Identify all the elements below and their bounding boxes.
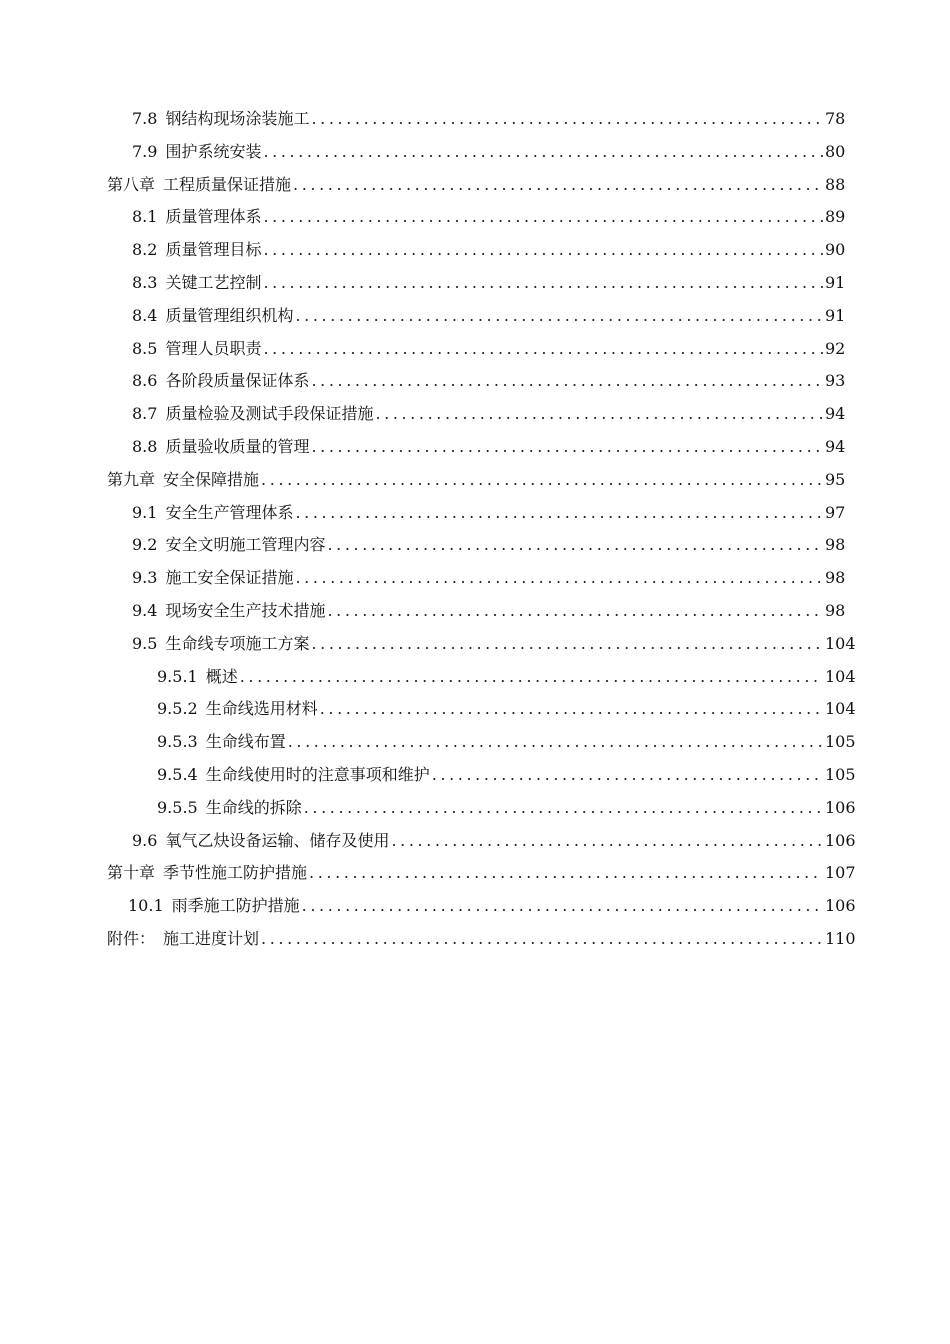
toc-entry-page: 88 <box>825 174 846 194</box>
toc-entry-page: 95 <box>825 469 846 489</box>
toc-entry-title: 各阶段质量保证体系 <box>165 371 310 391</box>
toc-leader-dots <box>320 698 823 720</box>
toc-entry-number: 第九章 <box>107 469 156 489</box>
toc-leader-dots <box>327 600 823 622</box>
toc-leader-dots <box>295 305 823 327</box>
toc-entry[interactable] <box>0 430 950 463</box>
toc-entry[interactable] <box>0 528 950 561</box>
toc-entry-number: 9.5 <box>132 633 158 653</box>
toc-leader-dots <box>263 141 823 163</box>
toc-leader-dots <box>375 403 823 425</box>
toc-entry-number: 9.3 <box>132 568 158 588</box>
toc-entry-page: 94 <box>825 436 846 456</box>
toc-leader-dots <box>261 928 823 950</box>
toc-leader-dots <box>263 239 823 261</box>
toc-entry[interactable] <box>0 200 950 233</box>
toc-entry-number: 9.1 <box>132 502 158 522</box>
toc-leader-dots <box>304 797 823 819</box>
toc-entry-page: 105 <box>825 764 856 784</box>
toc-entry-page: 106 <box>825 797 856 817</box>
toc-leader-dots <box>432 764 823 786</box>
toc-leader-dots <box>311 108 823 130</box>
toc-entry[interactable] <box>0 364 950 397</box>
toc-entry-number: 8.5 <box>132 338 158 358</box>
toc-entry[interactable] <box>0 922 950 955</box>
toc-entry-page: 110 <box>825 928 856 948</box>
toc-leader-dots <box>288 731 823 753</box>
toc-leader-dots <box>311 370 823 392</box>
toc-entry-number: 10.1 <box>128 896 164 916</box>
toc-entry-title: 生命线使用时的注意事项和维护 <box>205 764 430 784</box>
toc-entry-title: 生命线的拆除 <box>205 797 302 817</box>
toc-entry-title: 质量管理组织机构 <box>165 305 294 325</box>
toc-entry[interactable] <box>0 168 950 201</box>
toc-entry-title: 现场安全生产技术措施 <box>165 600 326 620</box>
toc-entry-page: 90 <box>825 240 846 260</box>
toc-entry-number: 8.2 <box>132 240 158 260</box>
toc-entry-title: 围护系统安装 <box>165 141 262 161</box>
toc-entry-page: 92 <box>825 338 846 358</box>
toc-entry-page: 106 <box>825 896 856 916</box>
toc-entry-title: 生命线专项施工方案 <box>165 633 310 653</box>
toc-entry[interactable] <box>0 102 950 135</box>
toc-entry[interactable] <box>0 889 950 922</box>
toc-entry-number: 9.5.4 <box>157 764 198 784</box>
toc-entry-title: 关键工艺控制 <box>165 272 262 292</box>
toc-entry[interactable] <box>0 233 950 266</box>
toc-entry[interactable] <box>0 266 950 299</box>
toc-leader-dots <box>295 502 823 524</box>
toc-entry-page: 98 <box>825 568 846 588</box>
toc-entry[interactable] <box>0 496 950 529</box>
toc-entry[interactable] <box>0 627 950 660</box>
toc-entry-title: 季节性施工防护措施 <box>163 863 308 883</box>
toc-entry-number: 第十章 <box>107 863 156 883</box>
toc-entry-number: 8.4 <box>132 305 158 325</box>
toc-leader-dots <box>327 534 823 556</box>
toc-entry-title: 质量验收质量的管理 <box>165 436 310 456</box>
toc-leader-dots <box>263 272 823 294</box>
toc-entry-title: 生命线布置 <box>205 732 286 752</box>
toc-entry-page: 91 <box>825 272 846 292</box>
toc-leader-dots <box>240 666 823 688</box>
toc-entry[interactable] <box>0 594 950 627</box>
toc-entry-number: 9.4 <box>132 600 158 620</box>
toc-leader-dots <box>263 206 823 228</box>
toc-entry[interactable] <box>0 725 950 758</box>
toc-entry-page: 91 <box>825 305 846 325</box>
toc-entry[interactable] <box>0 824 950 857</box>
toc-entry[interactable] <box>0 299 950 332</box>
toc-leader-dots <box>309 862 823 884</box>
toc-entry-page: 104 <box>825 666 856 686</box>
toc-entry-number: 8.6 <box>132 371 158 391</box>
toc-entry-page: 80 <box>825 141 846 161</box>
toc-entry-number: 9.6 <box>132 830 158 850</box>
toc-entry-page: 107 <box>825 863 856 883</box>
toc-entry-number: 8.1 <box>132 207 158 227</box>
toc-entry-page: 98 <box>825 535 846 555</box>
toc-entry-title: 氧气乙炔设备运输、储存及使用 <box>165 830 390 850</box>
toc-entry-number: 7.9 <box>132 141 158 161</box>
toc-entry[interactable] <box>0 856 950 889</box>
toc-entry-number: 9.5.2 <box>157 699 198 719</box>
toc-entry[interactable] <box>0 463 950 496</box>
toc-entry-title: 钢结构现场涂装施工 <box>165 109 310 128</box>
toc-leader-dots <box>295 567 823 589</box>
toc-entry-page: 104 <box>825 699 856 719</box>
toc-entry-title: 概述 <box>205 666 238 686</box>
toc-entry-page: 78 <box>825 109 846 128</box>
toc-entry-number: 9.5.1 <box>157 666 198 686</box>
toc-leader-dots <box>311 633 823 655</box>
toc-entry-page: 94 <box>825 404 846 424</box>
toc-entry[interactable] <box>0 791 950 824</box>
toc-entry-number: 7.8 <box>132 109 158 128</box>
toc-entry-number: 9.5.5 <box>157 797 198 817</box>
toc-entry-number: 9.5.3 <box>157 732 198 752</box>
toc-entry[interactable] <box>0 758 950 791</box>
toc-entry-number: 9.2 <box>132 535 158 555</box>
toc-entry-title: 质量管理目标 <box>165 240 262 260</box>
toc-entry-title: 雨季施工防护措施 <box>171 896 300 916</box>
toc-entry[interactable] <box>0 135 950 168</box>
toc-leader-dots <box>302 895 823 917</box>
toc-entry-number: 8.8 <box>132 436 158 456</box>
toc-entry-title: 施工进度计划 <box>163 928 260 948</box>
toc-entry-title: 安全生产管理体系 <box>165 502 294 522</box>
toc-entry-title: 工程质量保证措施 <box>163 174 292 194</box>
toc-entry-title: 安全文明施工管理内容 <box>165 535 326 555</box>
toc-entry[interactable] <box>0 692 950 725</box>
toc-leader-dots <box>311 436 823 458</box>
toc-leader-dots <box>391 830 823 852</box>
toc-entry-title: 安全保障措施 <box>163 469 260 489</box>
toc-leader-dots <box>293 174 823 196</box>
toc-leader-dots <box>261 469 823 491</box>
toc-entry-page: 105 <box>825 732 856 752</box>
toc-entry-page: 89 <box>825 207 846 227</box>
toc-entry-page: 98 <box>825 600 846 620</box>
toc-entry-number: 附件： <box>107 928 156 948</box>
toc-entry-number: 8.7 <box>132 404 158 424</box>
toc-entry-page: 93 <box>825 371 846 391</box>
toc-entry-title: 质量管理体系 <box>165 207 262 227</box>
toc-entry-title: 质量检验及测试手段保证措施 <box>165 404 374 424</box>
toc-leader-dots <box>263 338 823 360</box>
toc-entry-title: 生命线选用材料 <box>205 699 318 719</box>
toc-entry-page: 97 <box>825 502 846 522</box>
table-of-contents <box>0 102 950 955</box>
toc-entry-page: 106 <box>825 830 856 850</box>
toc-entry-number: 第八章 <box>107 174 156 194</box>
toc-entry[interactable] <box>0 397 950 430</box>
toc-entry[interactable] <box>0 660 950 693</box>
toc-entry-title: 管理人员职责 <box>165 338 262 358</box>
toc-entry[interactable] <box>0 561 950 594</box>
toc-entry-page: 104 <box>825 633 856 653</box>
toc-entry-title: 施工安全保证措施 <box>165 568 294 588</box>
toc-entry[interactable] <box>0 332 950 365</box>
toc-entry-number: 8.3 <box>132 272 158 292</box>
